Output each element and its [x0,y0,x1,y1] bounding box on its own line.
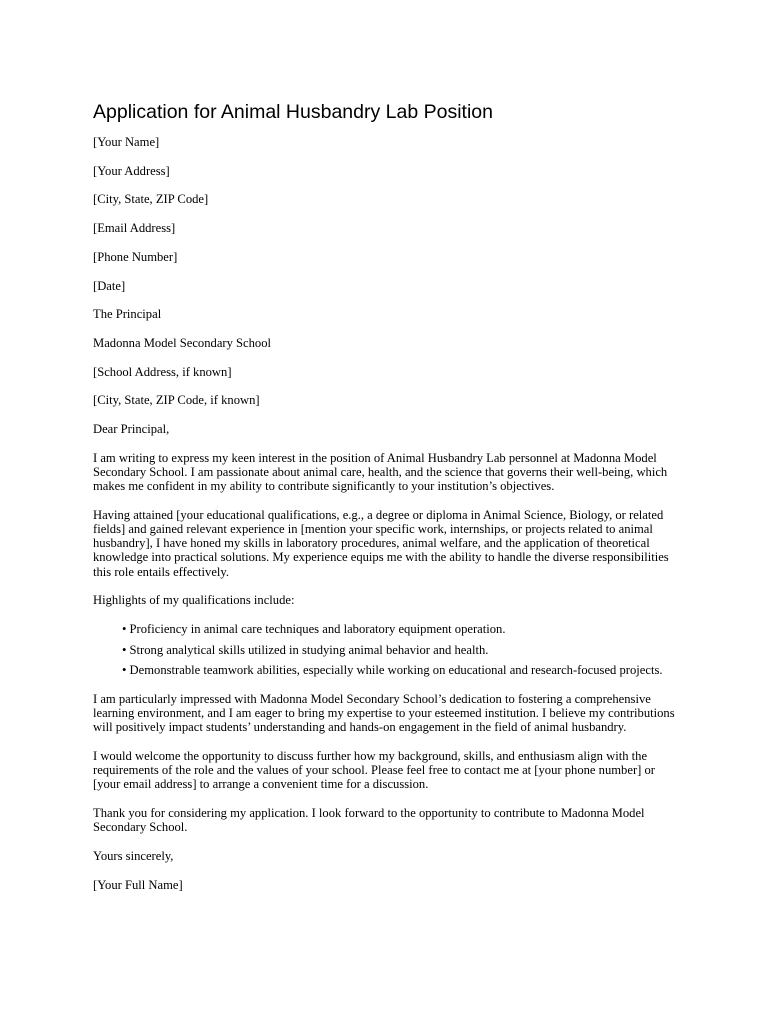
sender-block [93,135,679,293]
sender-name: [Your Name] [93,135,160,149]
body-paragraph-experience: Having attained [your educational qualifications, e.g., a degree or diploma in Animal Science, Biology, or related fields] and gained relevant experience in [mention your specific work, internships, or projects related to animal husbandry], I have honed my skills in laboratory procedures, animal welfare, and the application of theoretical knowledge into practical solutions. My experience equips me with the ability to handle the diverse responsibilities this role entails effectively. [93,507,669,579]
body-paragraph-contact: I would welcome the opportunity to discuss further how my background, skills, and enthusiasm align with the requirements of the role and the values of your school. Please feel free to contact me at [your phone number] or [your email address] to arrange a convenient time for a discussion. [93,748,655,792]
sender-city-state-zip: [City, State, ZIP Code] [93,192,209,207]
page-title: Application for Animal Husbandry Lab Position [93,101,493,123]
closing: Yours sincerely, [93,848,174,863]
list-item: • Demonstrable teamwork abilities, especially while working on educational and research-focused projects. [122,663,663,678]
highlights-list [93,622,679,678]
body-paragraph-intro: I am writing to express my keen interest in the position of Animal Husbandry Lab personnel at Madonna Model Secondary School. I am passionate about animal care, health, and the science that governs their well-being, which makes me confident in my ability to contribute significantly to your institution’s objectives. [93,450,668,494]
sender-phone: [Phone Number] [93,249,178,264]
recipient-address: [School Address, if known] [93,364,232,379]
highlights-intro: Highlights of my qualifications include: [93,593,295,608]
salutation: Dear Principal, [93,422,170,437]
body-paragraph-impression: I am particularly impressed with Madonna Model Secondary School’s dedication to fostering a comprehensive learning environment, and I am eager to bring my expertise to your esteemed institution. I believe my contributions will positively impact students’ understanding and hands-on engagement in the field of animal husbandry. [93,691,675,735]
sender-email: [Email Address] [93,221,176,236]
signature-name: [Your Full Name] [93,877,183,892]
recipient-school: Madonna Model Secondary School [93,335,272,350]
letter-date: [Date] [93,278,126,293]
recipient-title: The Principal [93,307,162,322]
sender-address: [Your Address] [93,163,170,178]
body-paragraph-thanks: Thank you for considering my application. I look forward to the opportunity to contribute to Madonna Model Secondary School. [93,805,645,835]
list-item: • Strong analytical skills utilized in studying animal behavior and health. [122,642,489,657]
recipient-city-state-zip: [City, State, ZIP Code, if known] [93,393,260,408]
recipient-block [93,307,679,407]
list-item: • Proficiency in animal care techniques and laboratory equipment operation. [122,622,506,637]
letter-page [93,100,679,906]
